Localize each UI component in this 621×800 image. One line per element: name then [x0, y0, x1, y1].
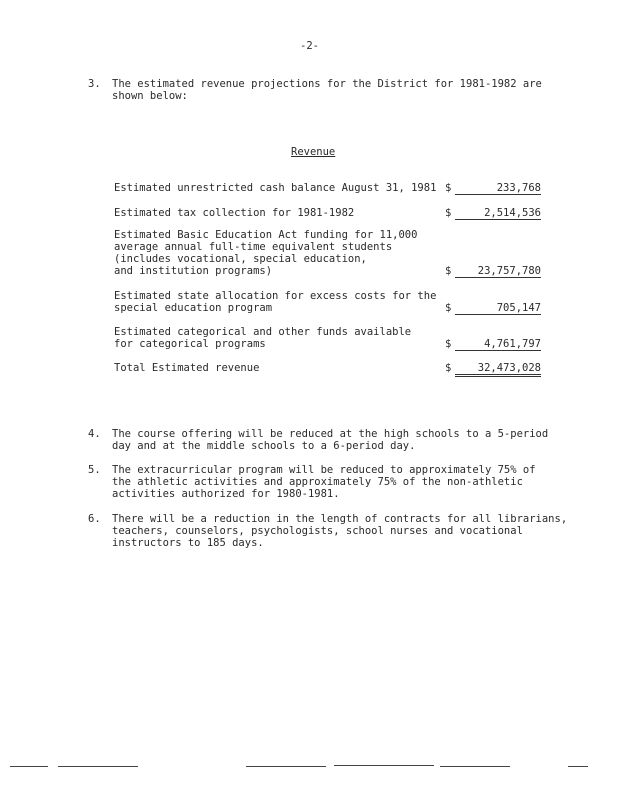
revenue-row-label: (includes vocational, special education,: [114, 253, 367, 265]
scan-artifact-line: [334, 765, 434, 766]
scan-artifact-line: [10, 766, 48, 767]
revenue-row-label: Estimated tax collection for 1981-1982: [114, 207, 355, 219]
item-4-number: 4.: [88, 428, 101, 440]
item-5-line-3: activities authorized for 1980-1981.: [112, 488, 340, 500]
dollar-sign: $: [445, 302, 452, 314]
revenue-row-label: and institution programs): [114, 265, 273, 277]
item-6-number: 6.: [88, 513, 101, 525]
item-6-line-2: teachers, counselors, psychologists, school nurses and vocational: [112, 525, 523, 537]
scan-artifact-line: [58, 766, 138, 767]
item-5-line-2: the athletic activities and approximately 75% of the non-athletic: [112, 476, 523, 488]
item-6-line-1: There will be a reduction in the length of contracts for all librarians,: [112, 513, 568, 525]
revenue-row-amount: 23,757,780: [455, 265, 541, 278]
dollar-sign: $: [445, 338, 452, 350]
total-revenue-label: Total Estimated revenue: [114, 362, 260, 374]
dollar-sign: $: [445, 207, 452, 219]
revenue-row-amount: 705,147: [455, 302, 541, 315]
scan-artifact-line: [246, 766, 326, 767]
item-3-number: 3.: [88, 78, 101, 90]
scan-artifact-line: [568, 766, 588, 767]
revenue-row-label: special education program: [114, 302, 273, 314]
revenue-row-amount: 233,768: [455, 182, 541, 195]
revenue-row-label: Estimated Basic Education Act funding for 11,000: [114, 229, 418, 241]
revenue-row-label: Estimated state allocation for excess costs for the: [114, 290, 437, 302]
dollar-sign: $: [445, 265, 452, 277]
dollar-sign: $: [445, 182, 452, 194]
revenue-heading: Revenue: [291, 146, 336, 158]
dollar-sign: $: [445, 362, 452, 374]
revenue-row-label: for categorical programs: [114, 338, 266, 350]
revenue-row-amount: 4,761,797: [455, 338, 541, 351]
item-3-line-1: The estimated revenue projections for the District for 1981-1982 are: [112, 78, 542, 90]
total-revenue-amount: 32,473,028: [455, 362, 541, 377]
scan-artifact-line: [440, 766, 510, 767]
item-4-line-1: The course offering will be reduced at the high schools to a 5-period: [112, 428, 549, 440]
page-number: -2-: [300, 40, 319, 52]
revenue-row-label: Estimated categorical and other funds available: [114, 326, 412, 338]
item-5-line-1: The extracurricular program will be reduced to approximately 75% of: [112, 464, 536, 476]
item-3-line-2: shown below:: [112, 90, 188, 102]
revenue-row-label: Estimated unrestricted cash balance August 31, 1981: [114, 182, 437, 194]
item-4-line-2: day and at the middle schools to a 6-period day.: [112, 440, 416, 452]
item-5-number: 5.: [88, 464, 101, 476]
item-6-line-3: instructors to 185 days.: [112, 537, 264, 549]
revenue-row-amount: 2,514,536: [455, 207, 541, 220]
revenue-row-label: average annual full-time equivalent students: [114, 241, 393, 253]
